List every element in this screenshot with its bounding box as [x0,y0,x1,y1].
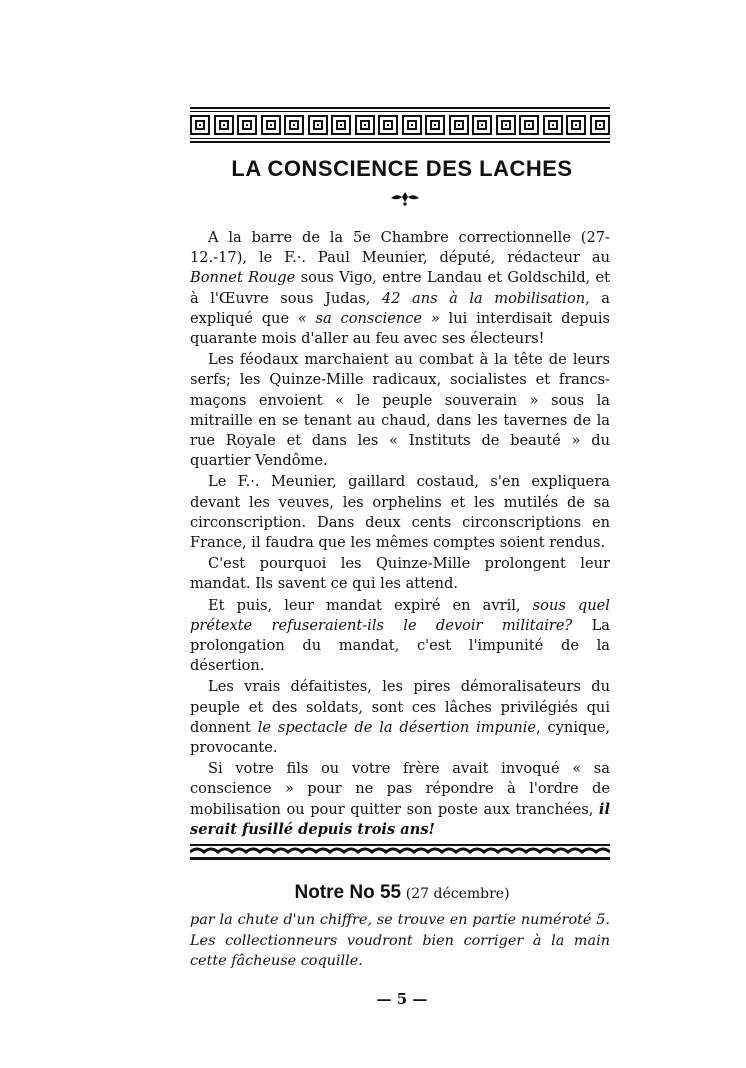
article-paragraph [190,677,610,758]
ornament-tile [590,115,610,135]
article-title: LA CONSCIENCE DES LACHES [231,156,573,181]
emphasis-run: sous quel prétexte refuseraient-ils le devoir militaire? [190,596,610,634]
ornament-tile [402,115,422,135]
article-body [190,228,610,840]
emphasis-run: le spectacle de la désertion impunie [257,718,537,736]
ornament-tile [355,115,375,135]
notice-title-main: Notre No 55 [294,882,402,903]
page-number: — 5 — [376,990,428,1008]
text-run: Les vrais défaitistes, les pires démoralisateurs du peuple et des soldats, sont ces lâches privilégiés qui donnent [190,678,610,736]
text-run: sous Vigo, entre Landau et Goldschild, et à l'Œuvre sous Judas, [190,269,611,307]
ornament-tile [284,115,304,135]
ornament-tile [261,115,281,135]
text-run: , cynique, provocante. [190,718,611,757]
emphasis-run: « sa conscience » [297,309,440,327]
text-run: C'est pourquoi les Quinze-Mille prolongent leur mandat. Ils savent ce qui les attend. [190,555,610,593]
text-run: Les féodaux marchaient au combat à la tête de leurs serfs; les Quinze-Mille radicaux, socialistes et francs-maçons envoient « le peuple souverain » sous la mitraille en se tenant au chaud, dans les tavernes de la rue Royale et dans les « Instituts de beauté » du quartier Vendôme. [190,351,610,470]
emphasis-run: Bonnet Rouge [190,269,296,287]
fleuron-ornament [390,190,420,206]
ornament-tile [378,115,398,135]
emphasis-run: il serait fusillé depuis trois ans! [190,800,610,838]
ornament-tile [496,115,516,135]
article-paragraph [190,759,610,840]
ornament-tile [331,115,351,135]
text-run: Le F.·. Meunier, gaillard costaud, s'en expliquera devant les veuves, les orphelins et les mutilés de sa circonscription. Dans deux cents circonscriptions en France, il faudra que les mêmes comptes soient rendus. [190,473,610,552]
text-run: La prolongation du mandat, c'est l'impunité de la désertion. [190,616,611,675]
article-paragraph [190,554,610,594]
ornament-tile [519,115,539,135]
ornament-tile [214,115,234,135]
article-paragraph [190,472,610,553]
ornament-tile [449,115,469,135]
ornament-tile [190,115,210,135]
ornament-tile [566,115,586,135]
text-run: lui interdisait depuis quarante mois d'aller au feu avec ses électeurs! [190,309,610,348]
notice-title [188,882,616,904]
notice-text: par la chute d'un chiffre, se trouve en partie numéroté 5. Les collectionneurs voudront bien corriger à la main cette fâcheuse coquille. [190,912,610,969]
wave-divider [190,843,610,861]
text-run: , a expliqué que [190,289,610,327]
ornament-tile [543,115,563,135]
ornament-tile [308,115,328,135]
ornament-tile [472,115,492,135]
article-paragraph [190,350,610,471]
text-run: A la barre de la 5e Chambre correctionnelle (27-12.-17), le F.·. Paul Meunier, député, rédacteur au [190,229,610,267]
text-run: Si votre fils ou votre frère avait invoqué « sa conscience » pour ne pas répondre à l'ordre de mobilisation ou pour quitter son poste aux tranchées, [190,760,610,818]
ornament-tile [425,115,445,135]
article-paragraph [190,596,610,677]
article-paragraph [190,228,610,349]
emphasis-run: 42 ans à la mobilisation [381,289,586,307]
notice-title-date: (27 décembre) [405,886,510,902]
text-run: Et puis, leur mandat expiré en avril, [208,596,533,614]
ornament-tile [237,115,257,135]
ornamental-header-band [190,107,610,143]
